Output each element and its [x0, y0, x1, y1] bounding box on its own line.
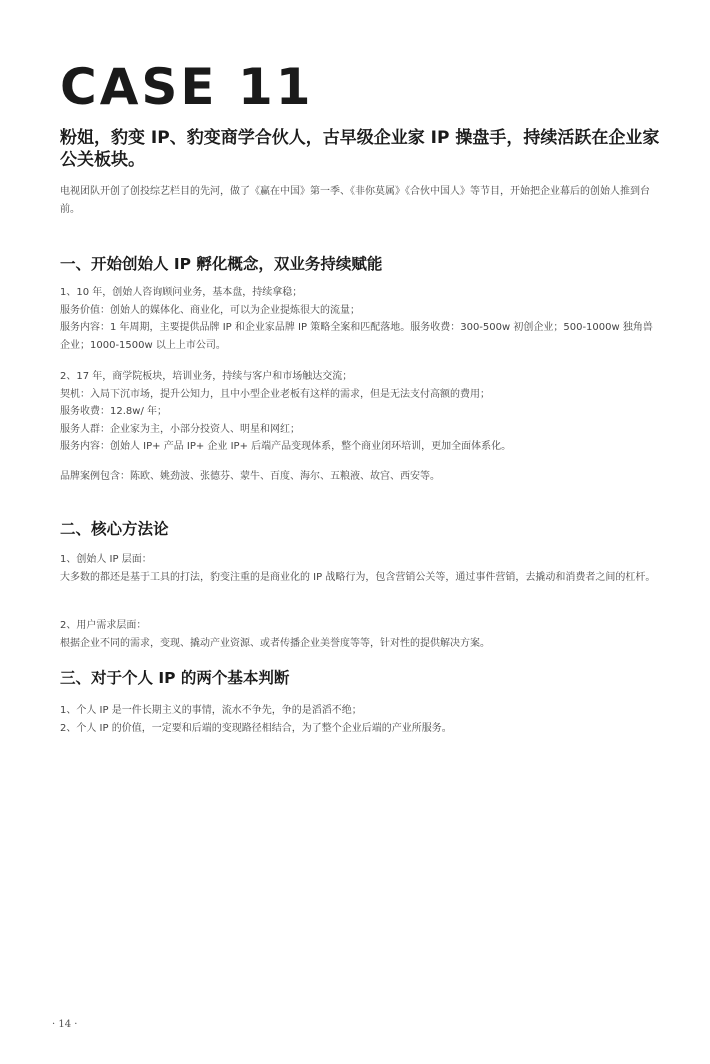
case-subtitle: 粉姐，豹变 IP、豹变商学合伙人，古早级企业家 IP 操盘手，持续活跃在企业家公关板块。 [60, 128, 660, 170]
section-2-line: 2、用户需求层面： [60, 620, 147, 631]
section-1-line: 2、17 年，商学院板块，培训业务，持续与客户和市场触达交流； [60, 371, 353, 382]
section-2-block-1 [60, 551, 656, 586]
section-1-line: 服务内容：创始人 IP+ 产品 IP+ 企业 IP+ 后端产品变现体系，整个商业闭环培训，更加全面体系化。 [60, 441, 512, 452]
section-3-line: 1、个人 IP 是一件长期主义的事情，流水不争先，争的是滔滔不绝； [60, 705, 362, 716]
section-3-line: 2、个人 IP 的价值，一定要和后端的变现路径相结合，为了整个企业后端的产业所服务。 [60, 722, 452, 734]
section-2-line: 大多数的都还是基于工具的打法，豹变注重的是商业化的 IP 战略行为，包含营销公关等，通过事件营销，去撬动和消费者之间的杠杆。 [60, 571, 656, 583]
section-1-block-2 [60, 368, 656, 456]
section-1-line: 契机：入局下沉市场，提升公知力，且中小型企业老板有这样的需求，但是无法支付高额的费用； [60, 388, 490, 400]
section-1-line: 服务人群：企业家为主，小部分投资人、明星和网红； [60, 423, 300, 435]
section-3-block-1 [60, 702, 656, 737]
section-1-line: 1、10 年，创始人咨询顾问业务，基本盘，持续拿稳； [60, 287, 303, 298]
section-1-line: 服务内容：1 年周期，主要提供品牌 IP 和企业家品牌 IP 策略全案和匹配落地。服务收费：300-500w 初创企业；500-1000w 独角兽企业；1000-1500w 以上上市公司。 [60, 322, 653, 351]
section-1-block-1 [60, 284, 656, 354]
section-1-heading: 一、开始创始人 IP 孵化概念，双业务持续赋能 [60, 255, 383, 273]
intro-text: 电视团队开创了创投综艺栏目的先河，做了《赢在中国》第一季、《非你莫属》《合伙中国人》等节目，开始把企业幕后的创始人推到台前。 [60, 186, 650, 215]
page-number: · 14 · [52, 1019, 78, 1030]
section-2-block-2 [60, 617, 656, 652]
section-2-line: 根据企业不同的需求，变现、撬动产业资源、或者传播企业美誉度等等，针对性的提供解决方案。 [60, 637, 490, 649]
section-1-line: 服务收费：12.8w/ 年； [60, 406, 167, 417]
case-title: CASE 11 [60, 58, 314, 116]
section-3-heading: 三、对于个人 IP 的两个基本判断 [60, 669, 290, 687]
brands-text: 品牌案例包含：陈欧、姚劲波、张德芬、蒙牛、百度、海尔、五粮液、故宫、西安等。 [60, 471, 440, 482]
section-2-line: 1、创始人 IP 层面： [60, 554, 152, 565]
section-1-brands [60, 468, 656, 486]
section-1-line: 服务价值：创始人的媒体化、商业化，可以为企业提炼很大的流量； [60, 304, 360, 316]
intro-paragraph [60, 183, 656, 218]
section-2-heading: 二、核心方法论 [60, 520, 169, 538]
